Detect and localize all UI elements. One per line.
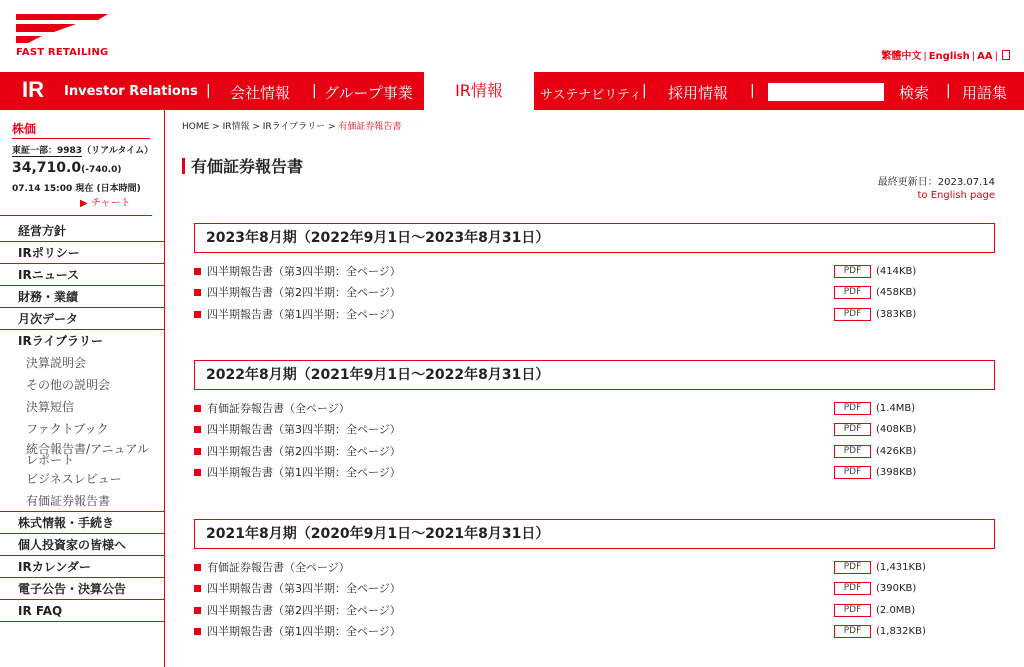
search-button[interactable]: 検索 xyxy=(899,84,930,102)
logo-stripes-icon xyxy=(16,12,108,44)
english-page-link[interactable]: to English page xyxy=(917,190,995,201)
report-label: 四半期報告書（第1四半期：全ページ） xyxy=(207,624,401,638)
report-label: 四半期報告書（第1四半期：全ページ） xyxy=(207,465,401,479)
stock-time: 07.14 15:00 現在 (日本時間) xyxy=(12,184,141,194)
nav-divider: | xyxy=(312,83,317,99)
report-label: 四半期報告書（第2四半期：全ページ） xyxy=(207,444,401,458)
report-row xyxy=(194,419,995,440)
pdf-button[interactable]: PDF xyxy=(834,445,871,458)
bullet-icon xyxy=(194,268,201,275)
breadcrumb-sep: > xyxy=(209,122,223,132)
file-size: (458KB) xyxy=(876,287,917,299)
font-size-toggle[interactable]: AA xyxy=(977,51,993,62)
stock-price-value: 34,710.0 xyxy=(12,160,82,176)
nav-sustainability[interactable]: サステナビリティ xyxy=(540,88,642,103)
brand-name: FAST RETAILING xyxy=(16,47,109,58)
global-nav xyxy=(0,72,1024,110)
breadcrumb-library[interactable]: IRライブラリー xyxy=(262,122,326,132)
file-size: (414KB) xyxy=(876,266,917,277)
english-link[interactable]: English xyxy=(928,51,970,62)
stock-price xyxy=(12,160,122,176)
fiscal-year-section xyxy=(194,519,995,642)
file-size: (2.0MB) xyxy=(876,604,916,616)
nav-investor-relations[interactable]: Investor Relations xyxy=(64,84,198,99)
breadcrumb-sep: > xyxy=(325,122,339,132)
stock-market xyxy=(12,143,153,156)
site-header xyxy=(0,0,1024,72)
search-input[interactable] xyxy=(768,83,884,101)
bullet-icon xyxy=(194,405,201,412)
trad-chinese-link[interactable]: 繁體中文 xyxy=(881,51,922,62)
report-label: 四半期報告書（第2四半期：全ページ） xyxy=(207,286,401,300)
stock-code: 東証一部：9983 xyxy=(12,146,83,156)
report-row xyxy=(194,557,995,578)
bullet-icon xyxy=(194,628,201,635)
nav-divider: | xyxy=(946,83,951,99)
nav-divider: | xyxy=(750,83,755,99)
report-label: 四半期報告書（第3四半期：全ページ） xyxy=(207,423,401,437)
nav-careers[interactable]: 採用情報 xyxy=(668,84,729,102)
sidebar-item-monthly-data[interactable]: 月次データ xyxy=(0,308,165,330)
sidebar-subitem-annual-report[interactable]: 統合報告書/アニュアルレポート xyxy=(26,442,149,467)
bullet-icon xyxy=(194,426,201,433)
pdf-button[interactable]: PDF xyxy=(834,286,871,299)
sidebar-item-ir-library[interactable]: IRライブラリー xyxy=(18,334,103,348)
breadcrumb-current: 有価証券報告書 xyxy=(338,122,402,132)
fiscal-year-section xyxy=(194,360,995,483)
fast-retailing-logo[interactable] xyxy=(16,12,112,60)
sidebar-item-financials[interactable]: 財務・業績 xyxy=(0,286,165,308)
nav-group-business[interactable]: グループ事業 xyxy=(324,84,413,102)
section-heading: 2021年8月期（2020年9月1日〜2021年8月31日） xyxy=(194,519,995,549)
ir-mark: IR xyxy=(22,77,44,102)
divider: | xyxy=(994,51,998,62)
file-size: (398KB) xyxy=(876,466,917,478)
fiscal-year-section xyxy=(194,223,995,325)
file-size: (1,832KB) xyxy=(876,625,926,637)
divider xyxy=(12,138,150,139)
report-row xyxy=(194,398,995,419)
breadcrumb-ir[interactable]: IR情報 xyxy=(222,122,250,132)
pdf-button[interactable]: PDF xyxy=(834,265,871,278)
file-size: (383KB) xyxy=(876,308,917,320)
bullet-icon xyxy=(194,289,201,296)
stock-title: 株価 xyxy=(12,122,37,136)
pdf-button[interactable]: PDF xyxy=(834,466,871,479)
utility-links xyxy=(881,47,1010,62)
pdf-button[interactable]: PDF xyxy=(834,582,871,595)
report-label: 四半期報告書（第3四半期：全ページ） xyxy=(207,265,401,278)
sidebar-item-management-policy[interactable]: 経営方針 xyxy=(0,220,165,242)
breadcrumb xyxy=(182,119,401,132)
file-size: (408KB) xyxy=(876,424,917,436)
file-size: (426KB) xyxy=(876,445,917,457)
report-row xyxy=(194,600,995,621)
section-heading: 2023年8月期（2022年9月1日〜2023年8月31日） xyxy=(194,223,995,253)
report-label: 四半期報告書（第2四半期：全ページ） xyxy=(207,603,401,617)
bullet-icon xyxy=(194,311,201,318)
pdf-button[interactable]: PDF xyxy=(834,308,871,321)
pdf-button[interactable]: PDF xyxy=(834,625,871,638)
sidebar-item-ir-faq[interactable]: IR FAQ xyxy=(0,600,165,622)
report-row xyxy=(194,282,995,303)
pdf-button[interactable]: PDF xyxy=(834,604,871,617)
report-row xyxy=(194,462,995,483)
sidebar-menu xyxy=(0,220,165,622)
last-updated xyxy=(878,176,995,202)
report-label: 四半期報告書（第1四半期：全ページ） xyxy=(207,307,401,321)
pdf-button[interactable]: PDF xyxy=(834,402,871,415)
nav-ir-info[interactable]: IR情報 xyxy=(424,72,534,110)
sidebar-subitem-other-briefings[interactable]: その他の説明会 xyxy=(26,378,111,392)
nav-divider: | xyxy=(206,83,211,99)
sidebar-item-ir-news[interactable]: IRニュース xyxy=(0,264,165,286)
pdf-button[interactable]: PDF xyxy=(834,561,871,574)
sidebar-item-stock-info[interactable]: 株式情報・手続き xyxy=(0,512,165,534)
report-label: 四半期報告書（第3四半期：全ページ） xyxy=(207,582,401,596)
sidebar-subitem-earnings-summary[interactable]: 決算短信 xyxy=(26,400,75,414)
sidebar-subitem-securities-report[interactable]: 有価証券報告書 xyxy=(0,490,165,512)
report-row xyxy=(194,261,995,282)
file-size: (390KB) xyxy=(876,583,917,595)
stock-chart-link[interactable]: ▶ チャート xyxy=(80,198,131,209)
sidebar-subitem-factbook[interactable]: ファクトブック xyxy=(26,422,109,436)
updated-date: 最終更新日：2023.07.14 xyxy=(877,177,995,188)
stock-realtime: （リアルタイム） xyxy=(82,146,154,156)
glossary-link[interactable]: 用語集 xyxy=(962,84,1008,102)
divider: | xyxy=(923,51,927,62)
bullet-icon xyxy=(194,564,201,571)
file-size: (1,431KB) xyxy=(876,562,926,573)
sidebar-subitem-business-review[interactable]: ビジネスレビュー xyxy=(26,472,122,486)
report-row xyxy=(194,578,995,599)
stock-change: (-740.0) xyxy=(81,165,122,175)
sidebar xyxy=(0,110,165,667)
page-title: 有価証券報告書 xyxy=(182,154,303,177)
nav-company-info[interactable]: 会社情報 xyxy=(230,84,291,102)
sidebar-item-public-notices[interactable]: 電子公告・決算公告 xyxy=(0,578,165,600)
pdf-button[interactable]: PDF xyxy=(834,423,871,436)
bullet-icon xyxy=(194,585,201,592)
divider: | xyxy=(971,51,976,62)
bullet-icon xyxy=(194,469,201,476)
sidebar-item-ir-calendar[interactable]: IRカレンダー xyxy=(0,556,165,578)
breadcrumb-sep: > xyxy=(249,122,263,132)
report-label: 有価証券報告書（全ページ） xyxy=(207,561,350,574)
print-page-icon[interactable] xyxy=(1002,50,1010,60)
bullet-icon xyxy=(194,607,201,614)
sidebar-subitem-earnings-briefing[interactable]: 決算説明会 xyxy=(26,356,87,370)
sidebar-item-individual-investors[interactable]: 個人投資家の皆様へ xyxy=(0,534,165,556)
section-heading: 2022年8月期（2021年9月1日〜2022年8月31日） xyxy=(194,360,995,390)
file-size: (1.4MB) xyxy=(876,403,916,414)
report-row xyxy=(194,621,995,642)
bullet-icon xyxy=(194,448,201,455)
nav-divider: | xyxy=(642,83,647,99)
report-row xyxy=(194,304,995,325)
report-row xyxy=(194,441,995,462)
breadcrumb-home[interactable]: HOME xyxy=(182,122,210,132)
divider xyxy=(0,215,152,216)
report-label: 有価証券報告書（全ページ） xyxy=(207,402,350,415)
sidebar-item-ir-policy[interactable]: IRポリシー xyxy=(0,242,165,264)
